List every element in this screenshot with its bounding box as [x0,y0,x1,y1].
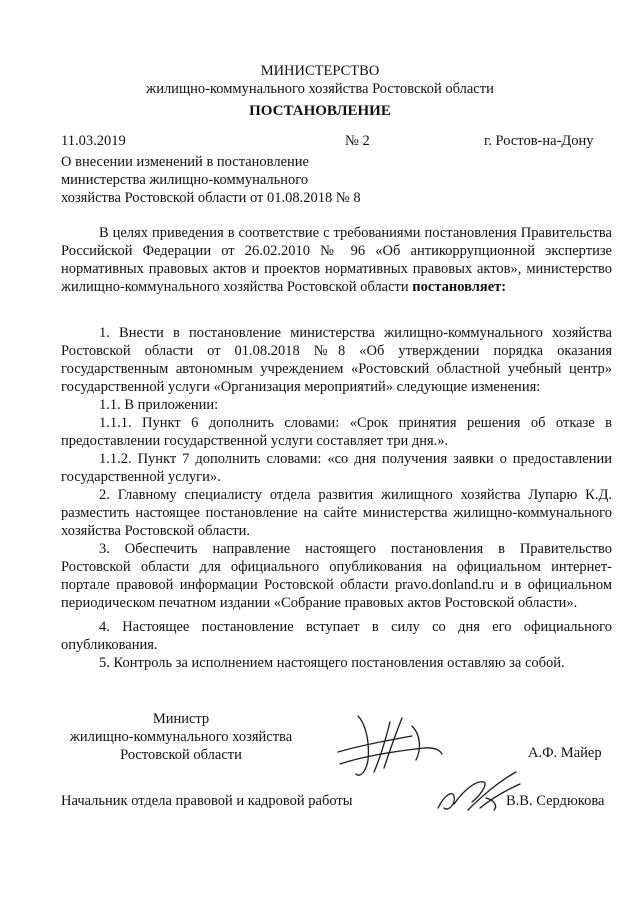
document-date: 11.03.2019 [61,133,126,149]
minister-name: А.Ф. Майер [528,745,602,761]
ministry-full-name: жилищно-коммунального хозяйства Ростовской области [146,81,494,97]
item-1-1-1 [61,414,612,450]
legal-head-title: Начальник отдела правовой и кадровой работы [61,793,353,809]
item-1-1-2-text: 1.1.2. Пункт 7 дополнить словами: «со дня получения заявки о предоставлении государственной услуги». [61,451,612,485]
item-1-1-2 [61,450,612,486]
item-1-text: 1. Внести в постановление министерства жилищно-коммунального хозяйства Ростовской области от 01.08.2018 №8 «Об утверждении порядка оказания государственным автономным учреждением «Ростовский областной учебный центр» государственной услуги «Организация мероприятий» следующие изменения: [61,325,612,395]
document-type-title: ПОСТАНОВЛЕНИЕ [249,103,391,119]
item-1-1-text: 1.1. В приложении: [99,397,219,413]
legal-head-name: В.В. Сердюкова [506,793,605,809]
document-number: № 2 [345,133,370,149]
item-2-text: 2. Главному специалисту отдела развития жилищного хозяйства Лупарю К.Д. разместить настоящее постановление на сайте министерства жилищно-коммунального хозяйства Ростовской области. [61,487,612,539]
item-4-text: 4. Настоящее постановление вступает в силу со дня его официального опубликования. [61,619,612,653]
item-3-text: 3. Обеспечить направление настоящего постановления в Правительство Ростовской области для официального опубликования на официальном интернет-портале правовой информации Ростовской области pravo.donland.ru и в официальном периодическом печатном издании «Собрание правовых актов Ростовской области». [61,541,612,611]
minister-title-line-3: Ростовской области [120,747,242,763]
minister-title-line-1: Министр [152,711,210,727]
item-1-1 [61,396,612,414]
minister-title-line-2: жилищно-коммунального хозяйства [69,729,293,745]
item-5-text: 5. Контроль за исполнением настоящего постановления оставляю за собой. [99,655,565,671]
subject-line-3: хозяйства Ростовской области от 01.08.2018 № 8 [61,190,361,206]
subject-line-1: О внесении изменений в постановление [61,154,309,170]
item-5 [61,654,612,672]
subject-line-2: министерства жилищно-коммунального [61,172,309,188]
preamble-paragraph [61,224,612,296]
ministry-heading: МИНИСТЕРСТВО [260,63,380,79]
item-4 [61,618,612,654]
preamble-text: В целях приведения в соответствие с требованиями постановления Правительства Российской Федерации от 26.02.2010 № 96 «Об антикоррупционной экспертизе нормативных правовых актов и проектов нормативных правовых актов», министерство жилищно-коммунального хозяйства Ростовской области [61,225,612,295]
item-1-1-1-text: 1.1.1. Пункт 6 дополнить словами: «Срок принятия решения об отказе в предоставлении государственной услуги составляет три дня.». [61,415,612,449]
item-2 [61,486,612,540]
item-1 [61,324,612,396]
document-city: г. Ростов-на-Дону [484,133,594,149]
resolves-word: постановляет: [412,279,507,295]
item-3 [61,540,612,612]
legal-signature [424,760,534,820]
